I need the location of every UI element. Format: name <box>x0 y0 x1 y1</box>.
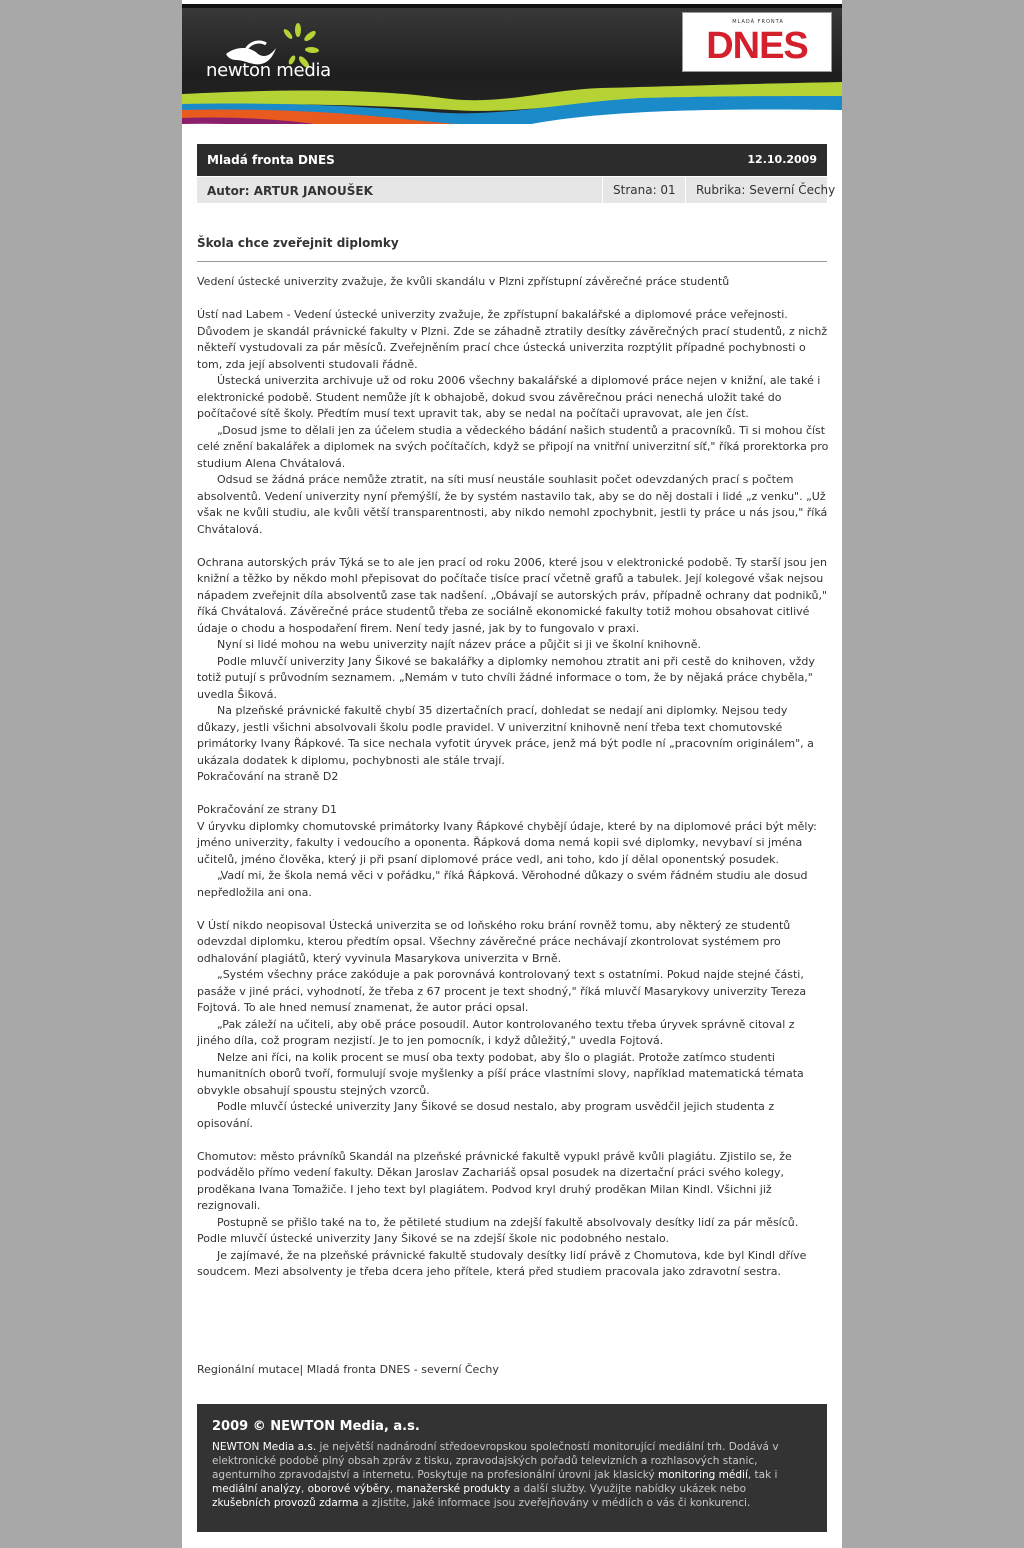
footer-link-analyses[interactable]: mediální analýzy <box>212 1483 301 1495</box>
source-name: Mladá fronta DNES <box>207 153 335 167</box>
article-paragraph: Podle mluvčí univerzity Jany Šikové se bakalářky a diplomky nemohou ztratit ani při cestě do knihoven, vždy totiž putují s průvodním seznamem. „Nemám v tuto chvíli žádné informace o tom, že by nějaká práce chyběla," uvedla Šiková. <box>197 654 815 701</box>
paragraph-gap <box>197 786 829 803</box>
footer-text-part: a další služby. Využijte nabídky ukázek nebo <box>510 1483 747 1495</box>
header-wave-decoration <box>182 68 842 124</box>
author-label: Autor: ARTUR JANOUŠEK <box>207 184 373 198</box>
footer-link-sector[interactable]: oborové výběry <box>307 1483 390 1495</box>
article-paragraph: Pokračování na straně D2 <box>197 770 339 783</box>
footer-company-link[interactable]: NEWTON Media a.s. <box>212 1441 317 1453</box>
paragraph-gap <box>197 538 829 555</box>
footer-link-management[interactable]: manažerské produkty <box>396 1483 511 1495</box>
article-paragraph: Postupně se přišlo také na to, že pětileté studium na zdejší fakultě absolvovaly desítky lidí za pár měsíců. Podle mluvčí ústecké univerzity Jany Šikové se na zdejší škole nic podobného nestalo. <box>197 1215 799 1245</box>
dnes-logo[interactable] <box>682 12 832 72</box>
article-paragraph: Ochrana autorských práv Týká se to ale jen prací od roku 2006, které jsou v elektronické podobě. Ty starší jsou jen knižní a těžko by někdo mohl přepisovat do počítače tisíce prací včetně grafů a tabulek. Její kolegové však nejsou nápadem zveřejnit díla absolventů zase tak nadšení. „Obávají se autorských práv, případně ochrany dat podniků," říká Chvátalová. Závěrečné práce studentů třeba ze sociálně ekonomické fakulty totiž mohou obsahovat citlivé údaje o chodu a hospodaření firem. Není tedy jasné, jak by to fungovalo v praxi. <box>197 555 828 635</box>
footer-text <box>212 1440 802 1510</box>
dnes-logo-subtitle: MLADÁ FRONTA <box>732 19 784 25</box>
rubrika-label: Rubrika: Severní Čechy <box>685 177 838 203</box>
article-paragraph: Odsud se žádná práce nemůže ztratit, na síti musí neustále souhlasit počet odevzdaných prací s počtem absolventů. Vedení univerzity nyní přemýšlí, že by systém nastavilo tak, aby se do něj dostali i lidé „z venku". „Už však ne kvůli studiu, ale kvůli větší transparentnosti, aby nikdo nemohl zpochybnit, jestli ty práce u nás jsou," říká Chvátalová. <box>197 473 828 536</box>
paragraph-gap <box>197 1132 829 1149</box>
footer-title: 2009 © NEWTON Media, a.s. <box>212 1419 420 1434</box>
article-paragraph: V Ústí nikdo neopisoval Ústecká univerzita se od loňského roku brání rovněž tomu, aby některý ze studentů odevzdal diplomku, kterou předtím opsal. Všechny závěrečné práce nechávají zkontrolovat systémem pro odhalování plagiátů, který vyvinula Masarykova univerzita v Brně. <box>197 918 791 965</box>
dnes-logo-text: DNES <box>706 25 808 67</box>
article-date: 12.10.2009 <box>747 153 817 166</box>
article-paragraph: V úryvku diplomky chomutovské primátorky Ivany Řápkové chybějí údaje, které by na diplomové práci být měly: jméno univerzity, fakulty i vedoucího a oponenta. Řápková doma nemá kopii své diplomky, nevybaví si jména učitelů, jméno člověka, který ji při psaní diplomové práce vedl, ani toho, kdo jí dělal oponentský posudek. <box>197 819 817 866</box>
article-paragraph: Podle mluvčí ústecké univerzity Jany Šikové se dosud nestalo, aby program usvědčil jejich studenta z opisování. <box>197 1100 775 1130</box>
page-label: Strana: 01 <box>602 177 685 203</box>
article-source-bar <box>197 144 827 176</box>
footer <box>197 1404 827 1532</box>
footer-text-part: , <box>300 1483 308 1495</box>
article-body <box>197 274 829 1281</box>
article-paragraph: Chomutov: město právníků Skandál na plzeňské právnické fakultě vypukl právě kvůli plagiátu. Zjistilo se, že podvádělo přímo vedení fakulty. Děkan Jaroslav Zachariáš opsal posudek na dizertační práci svého kolegy, proděkana Ivana Tomažiče. I jeho text byl plagiátem. Podvod kryl druhý proděkan Milan Kindl. Všichni již rezignovali. <box>197 1149 792 1212</box>
article-paragraph: Ústecká univerzita archivuje už od roku 2006 všechny bakalářské a diplomové práce nejen v knižní, ale také i elektronické podobě. Student nemůže jít k obhajobě, dokud svou závěrečnou práci nenechá uložit také do počítačové sítě školy. Předtím musí text upravit tak, aby se nedal na počítači upravovat, ale jen číst. <box>197 374 821 420</box>
article-paragraph: Pokračování ze strany D1 <box>197 803 337 816</box>
logo-text: newton media <box>206 60 331 81</box>
paragraph-gap <box>197 291 829 308</box>
article-headline: Škola chce zveřejnit diplomky <box>197 236 399 250</box>
footer-text-part: , tak i <box>747 1469 778 1481</box>
article-meta-bar <box>197 177 836 203</box>
page <box>182 0 842 1548</box>
header-banner <box>182 4 842 124</box>
article-paragraph: „Systém všechny práce zakóduje a pak porovnává kontrolovaný text s ostatními. Pokud najde stejné části, pasáže v jiné práci, vyhodnotí, že třeba z 67 procent je text shodný," říká mluvčí Masarykovy univerzity Tereza Fojtová. To ale hned nemusí znamenat, že autor práci opsal. <box>197 968 807 1014</box>
regional-edition-note: Regionální mutace| Mladá fronta DNES - severní Čechy <box>197 1363 499 1376</box>
headline-divider <box>197 261 827 262</box>
article-paragraph: Vedení ústecké univerzity zvažuje, že kvůli skandálu v Plzni zpřístupní závěrečné práce studentů <box>197 275 730 288</box>
article-paragraph: „Vadí mi, že škola nemá věci v pořádku," říká Řápková. Věrohodné důkazy o svém řádném studiu ale dosud nepředložila ani ona. <box>197 869 808 899</box>
footer-link-trial[interactable]: zkušebních provozů zdarma <box>212 1497 359 1509</box>
footer-text-part: a zjistíte, jaké informace jsou zveřejňovány v médiích o vás či konkurenci. <box>358 1497 751 1509</box>
article-paragraph: Ústí nad Labem - Vedení ústecké univerzity zvažuje, že zpřístupní bakalářské a diplomové práce veřejnosti. Důvodem je skandál právnické fakulty v Plzni. Zde se záhadně ztratily desítky závěrečných prací studentů, z nichž někteří vystudovali za pár měsíců. Zveřejněním prací chce ústecká univerzita rozptýlit případné pochybnosti o tom, zda její absolventi studovali řádně. <box>197 308 828 371</box>
article-paragraph: Nyní si lidé mohou na webu univerzity najít název práce a půjčit si ji ve školní knihovně. <box>217 638 702 651</box>
article-paragraph: Nelze ani říci, na kolik procent se musí oba texty podobat, aby šlo o plagiát. Protože zatímco studenti humanitních oborů tvoří, formulují svoje myšlenky a píší práce vlastními slovy, například matematická témata obvykle obsahují spoustu stejných vzorců. <box>197 1050 804 1097</box>
article-paragraph: „Pak záleží na učiteli, aby obě práce posoudil. Autor kontrolovaného textu třeba úryvek správně citoval z jiného díla, což program nezjistí. Je to jen pomocník, i když důležitý," uvedla Fojtová. <box>197 1017 795 1047</box>
article-paragraph: Na plzeňské právnické fakultě chybí 35 dizertačních prací, dohledat se nedají ani diplomky. Nejsou tedy důkazy, jestli všichni absolvovali školu podle pravidel. V univerzitní knihovně není třeba text chomutovské primátorky Ivany Řápkové. Ta sice nechala vyfotit úryvek práce, jenž má být podle ní „pracovním originálem", a ukázala dodatek k diplomu, pochybnosti ale stále trvají. <box>197 704 814 767</box>
footer-text-part: je největší nadnárodní středoevropskou společností monitorující mediální trh. Dodává v elektronické podobě plný obsah zpráv z tisku, zpravodajských pořadů televizních a rozhlasových stanic, agenturního zpravodajství a internetu. Poskytuje na profesionální úrovni jak klasický <box>212 1441 779 1481</box>
footer-text-part: , <box>389 1483 397 1495</box>
top-strip <box>182 4 842 8</box>
article-paragraph: „Dosud jsme to dělali jen za účelem studia a vědeckého bádání našich studentů a pracovníků. Ti si mohou číst celé znění bakalářek a diplomek na svých počítačích, když se připojí na vnitřní univerzitní síť," říká prorektorka pro studium Alena Chvátalová. <box>197 423 829 470</box>
footer-link-monitoring[interactable]: monitoring médií <box>658 1469 748 1481</box>
article-paragraph: Je zajímavé, že na plzeňské právnické fakultě studovaly desítky lidí právě z Chomutova, kde byl Kindl dříve soudcem. Mezi absolventy je třeba dcera jeho přítele, která před studiem pracovala jako zdravotní sestra. <box>197 1248 807 1278</box>
paragraph-gap <box>197 901 829 918</box>
